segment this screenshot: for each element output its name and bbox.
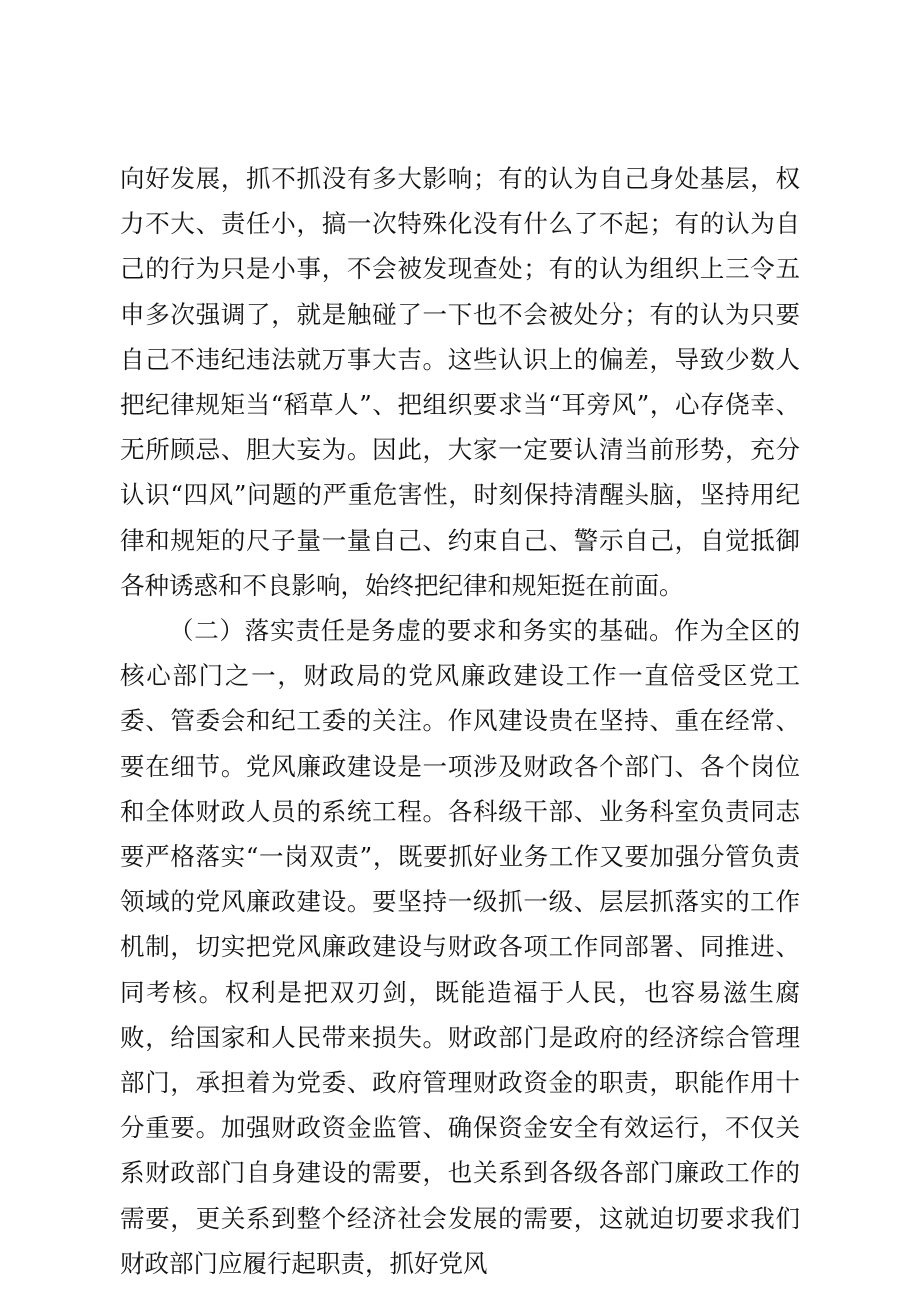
paragraph-2: （二）落实责任是务虚的要求和务实的基础。作为全区的核心部门之一，财政局的党风廉政建设工作一直倍受区党工委、管委会和纪工委的关注。作风建设贵在坚持、重在经常、要在细节。党风廉政建设是一项涉及财政各个部门、各个岗位和全体财政人员的系统工程。各科级干部、业务科室负责同志要严格落实“一岗双责”，既要抓好业务工作又要加强分管负责领域的党风廉政建设。要坚持一级抓一级、层层抓落实的工作机制，切实把党风廉政建设与财政各项工作同部署、同推进、同考核。权利是把双刃剑，既能造福于人民，也容易滋生腐败，给国家和人民带来损失。财政部门是政府的经济综合管理部门，承担着为党委、政府管理财政资金的职责，职能作用十分重要。加强财政资金监管、确保资金安全有效运行，不仅关系财政部门自身建设的需要，也关系到各级各部门廉政工作的需要，更关系到整个经济社会发展的需要，这就迫切要求我们财政部门应履行起职责，抓好党风 <box>120 616 800 1278</box>
paragraph-1: 向好发展，抓不抓没有多大影响；有的认为自己身处基层，权力不大、责任小，搞一次特殊化没有什么了不起；有的认为自己的行为只是小事，不会被发现查处；有的认为组织上三令五申多次强调了，就是触碰了一下也不会被处分；有的认为只要自己不违纪违法就万事大吉。这些认识上的偏差，导致少数人把纪律规矩当“稻草人”、把组织要求当“耳旁风”，心存侥幸、无所顾忌、胆大妄为。因此，大家一定要认清当前形势，充分认识“四风”问题的严重危害性，时刻保持清醒头脑，坚持用纪律和规矩的尺子量一量自己、约束自己、警示自己，自觉抵御各种诱惑和不良影响，始终把纪律和规矩挺在前面。 <box>120 164 800 600</box>
body-text <box>120 156 800 1286</box>
